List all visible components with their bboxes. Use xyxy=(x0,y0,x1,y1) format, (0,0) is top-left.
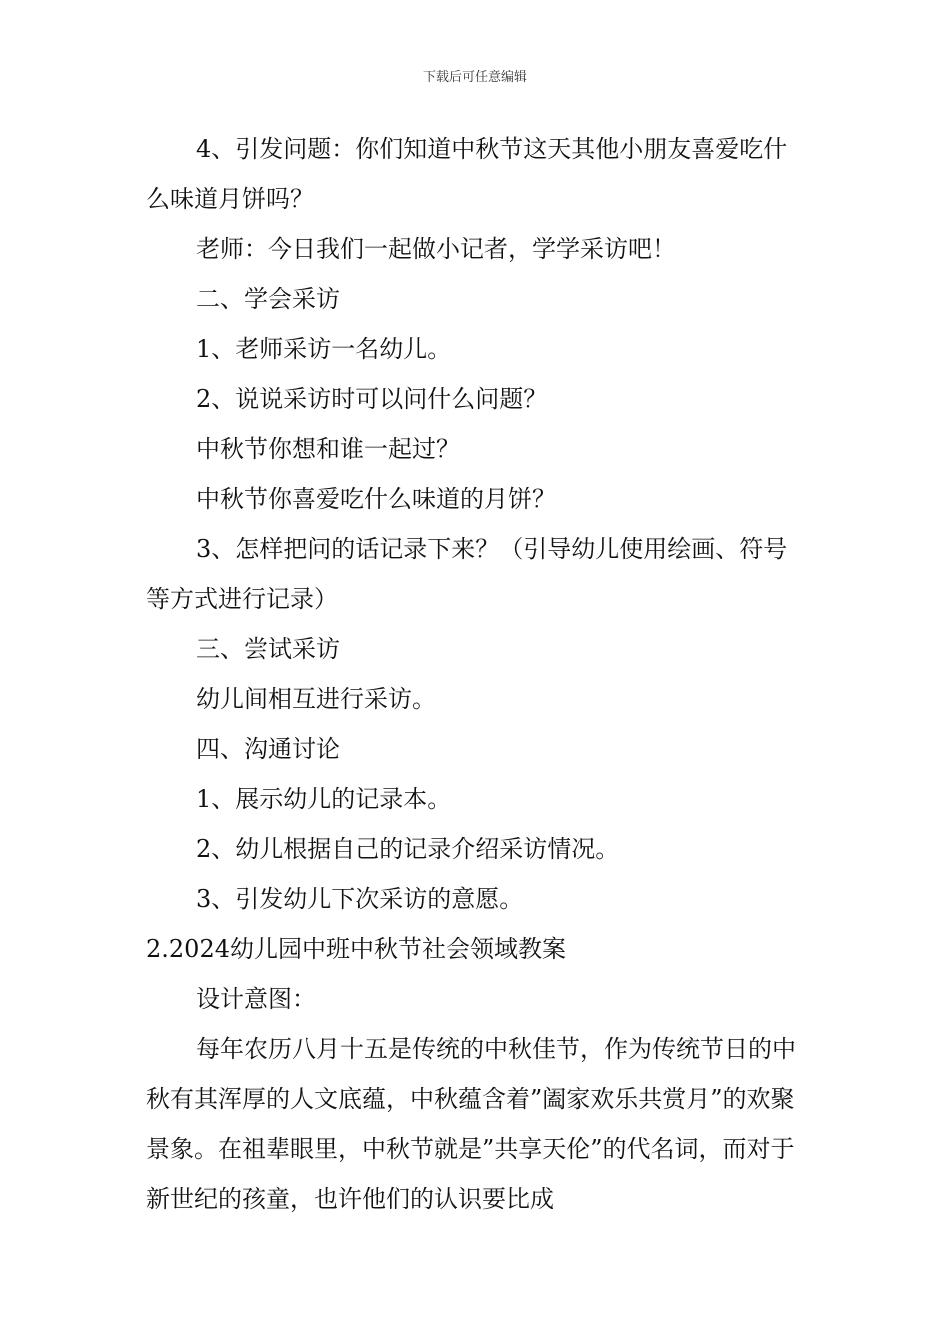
document-title: 2.2024幼儿园中班中秋节社会领域教案 xyxy=(146,935,566,963)
page-header: 下载后可任意编辑 xyxy=(422,70,527,85)
paragraph: 每年农历八月十五是传统的中秋佳节，作为传统节日的中秋有其浑厚的人文底蕴，中秋蕴含着”阖家欢乐共赏月”的欢聚景象。在祖辈眼里，中秋节就是”共享天伦”的代名词，而对于新世纪的孩童，也许他们的认识要比成 xyxy=(146,1035,796,1213)
paragraph: 3、怎样把问的话记录下来？（引导幼儿使用绘画、符号等方式进行记录） xyxy=(146,535,788,613)
paragraph: 幼儿间相互进行采访。 xyxy=(196,685,436,713)
section-heading: 二、学会采访 xyxy=(196,285,340,313)
section-heading: 设计意图： xyxy=(196,985,316,1013)
paragraph: 1、老师采访一名幼儿。 xyxy=(196,335,452,363)
paragraph: 老师：今日我们一起做小记者，学学采访吧！ xyxy=(196,235,676,263)
paragraph: 4、引发问题：你们知道中秋节这天其他小朋友喜爱吃什么味道月饼吗？ xyxy=(146,135,788,213)
paragraph: 1、展示幼儿的记录本。 xyxy=(196,785,452,813)
paragraph: 2、说说采访时可以问什么问题？ xyxy=(196,385,548,413)
section-heading: 三、尝试采访 xyxy=(196,635,340,663)
paragraph: 中秋节你喜爱吃什么味道的月饼？ xyxy=(196,485,556,513)
paragraph: 2、幼儿根据自己的记录介绍采访情况。 xyxy=(196,835,620,863)
section-heading: 四、沟通讨论 xyxy=(196,735,340,763)
document-body xyxy=(146,124,810,1224)
paragraph: 中秋节你想和谁一起过？ xyxy=(196,435,460,463)
paragraph: 3、引发幼儿下次采访的意愿。 xyxy=(196,885,524,913)
